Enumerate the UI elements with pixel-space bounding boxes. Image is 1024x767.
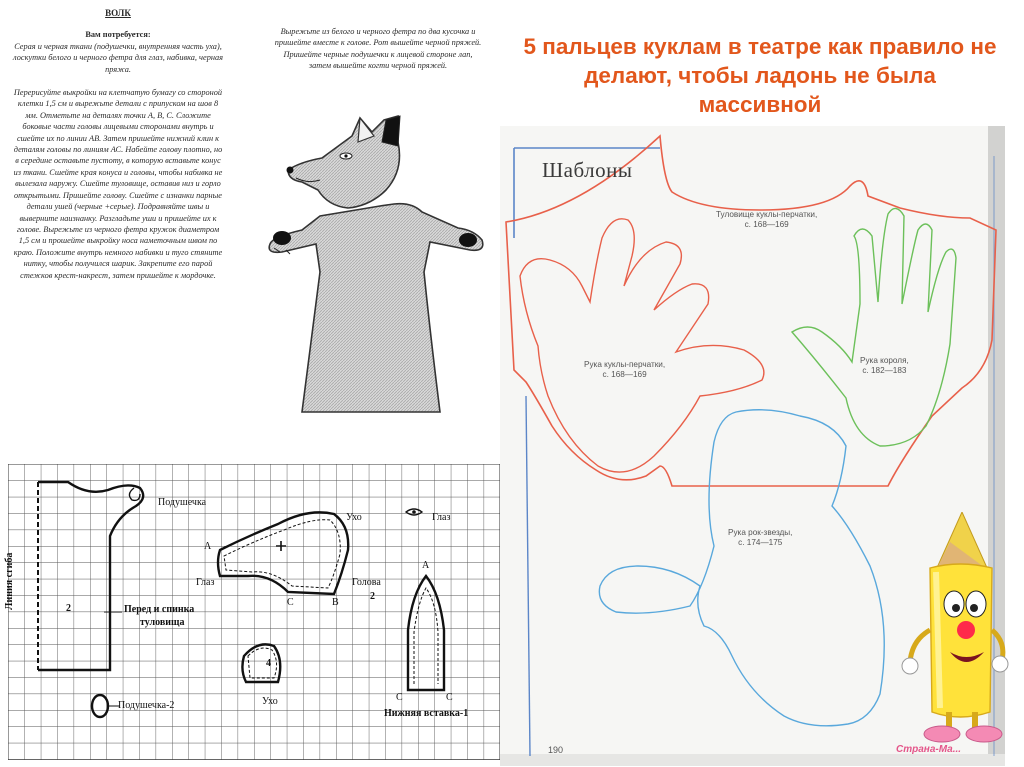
rockstar-hand-pages: с. 174—175 bbox=[738, 538, 783, 547]
num-2-label: 2 bbox=[66, 603, 71, 614]
ear-label: Ухо bbox=[346, 512, 362, 523]
king-hand-label bbox=[860, 356, 909, 376]
point-a-label: A bbox=[204, 541, 212, 552]
point-a-insert-label: A bbox=[422, 560, 430, 571]
glove-hand-name: Рука куклы-перчатки, bbox=[584, 360, 666, 369]
point-c-insert-left-label: C bbox=[396, 692, 403, 703]
instructions-column-1 bbox=[12, 8, 224, 293]
column2-text: Вырежьте из белого и черного фетра по два кусочка и пришейте вместе к голове. Рот вышейте черной пряжей. Пришейте черные подушечки к лицевой стороне лап, затем вышейте когти черной пряжей. bbox=[274, 27, 482, 71]
mascot-watermark: Страна-Ма... bbox=[896, 744, 962, 755]
rockstar-hand-name: Рука рок-звезды, bbox=[728, 528, 793, 537]
point-c-label: C bbox=[287, 597, 294, 608]
page-number: 190 bbox=[548, 745, 564, 755]
instructions-column-2 bbox=[272, 26, 484, 72]
pad2-label: Подушечка-2 bbox=[118, 700, 175, 711]
num-4-label: 4 bbox=[266, 658, 271, 669]
steps-text: Перерисуйте выкройки на клетчатую бумагу со стороной клетки 1,5 см и вырежьте детали с припуском на шов 8 мм. Отметьте на деталях точки А, В, С. Сложите боковые части головы лицевыми сторонами внутрь и сшейте их по линии АВ. Затем пришейте нижний клин к деталям головы по линиям АС. Набейте голову плотно, но в середине оставьте пустоту, в которую вставьте конус из ткани. Сшейте края конуса и головы, чтобы набивка не вылезала наружу. Сшейте туловище, оставив низ и горло открытыми. Пришейте голову. Сшейте с изнанки парные детали ушей (черные +серые). Подравняйте швы и выверните наизнанку. Разгладьте уши и пришейте их к голове. Вырежьте из черного фетра кружок диаметром 1,5 см и прошейте выкройку носа наметочным швом по краю. Положите внутрь немного набивки и туго стяните нитку, чтобы получился шарик. Закрепите его парой стежков крест-накрест, затем пришейте к мордочке. bbox=[13, 88, 223, 280]
insert-label: Нижняя вставка-1 bbox=[384, 708, 469, 719]
head-label: Голова bbox=[352, 577, 381, 588]
num-2-head-label: 2 bbox=[370, 591, 375, 602]
king-hand-pages: с. 182—183 bbox=[862, 366, 907, 375]
king-hand-name: Рука короля, bbox=[860, 356, 909, 365]
eye-label: Глаз bbox=[432, 512, 451, 523]
glove-hand-label bbox=[584, 360, 665, 380]
front-back-label: Перед и спинка bbox=[124, 604, 195, 615]
point-b-label: B bbox=[332, 597, 339, 608]
slide-heading: 5 пальцев куклам в театре как правило не делают, чтобы ладонь не была массивной bbox=[523, 34, 997, 117]
torso-template-label bbox=[716, 210, 817, 230]
torso-label: туловища bbox=[140, 617, 185, 628]
pencil-mascot-illustration bbox=[896, 512, 1016, 748]
materials-text: Серая и черная ткани (подушечки, внутренняя часть уха), лоскутки белого и черного фетра для глаз, набивка, черная пряжа. bbox=[13, 41, 223, 74]
wolf-puppet-illustration bbox=[262, 112, 502, 417]
point-c-insert-right-label: C bbox=[446, 692, 453, 703]
eye-head-label: Глаз bbox=[196, 577, 215, 588]
pattern-title: ВОЛК bbox=[105, 8, 131, 18]
torso-template-pages: с. 168—169 bbox=[744, 220, 789, 229]
pad-label: Подушечка bbox=[158, 497, 207, 508]
ear-small-label: Ухо bbox=[262, 696, 278, 707]
materials-heading: Вам потребуется: bbox=[85, 30, 151, 40]
fold-line-label: Линия сгиба bbox=[4, 552, 15, 610]
rockstar-hand-label bbox=[728, 528, 792, 548]
glove-hand-pages: с. 168—169 bbox=[602, 370, 647, 379]
templates-title: Шаблоны bbox=[542, 158, 633, 182]
torso-template-name: Туловище куклы-перчатки, bbox=[716, 210, 818, 219]
